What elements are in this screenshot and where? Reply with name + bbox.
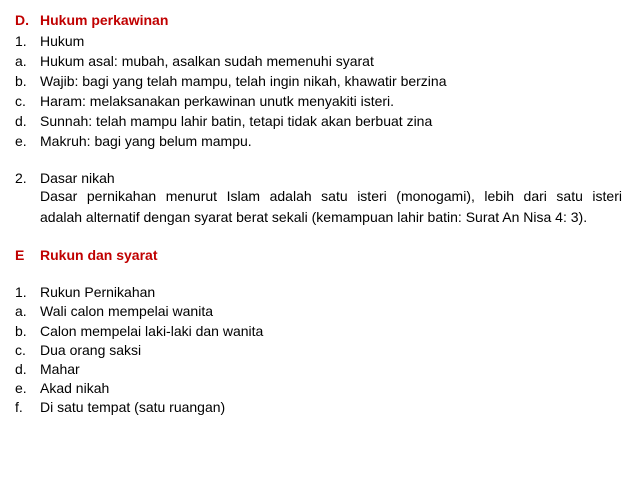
list-marker: 1. <box>15 33 27 49</box>
list-text: Calon mempelai laki-laki dan wanita <box>40 323 264 339</box>
list-text: Di satu tempat (satu ruangan) <box>40 399 226 415</box>
list-marker: 2. <box>15 170 27 186</box>
list-item <box>15 398 225 416</box>
list-marker: c. <box>15 93 26 109</box>
list-text: Sunnah: telah mampu lahir batin, tetapi tidak akan berbuat zina <box>40 113 433 129</box>
list-text: Mahar <box>40 361 80 377</box>
list-marker: d. <box>15 113 27 129</box>
paragraph-line: adalah alternatif dengan syarat berat sekali (kemampuan lahir batin: Surat An Nisa 4: 3). <box>40 209 588 225</box>
list-item <box>15 360 80 378</box>
section-e-heading <box>15 246 157 264</box>
list-item <box>15 322 263 340</box>
section-e-marker: E <box>15 247 25 263</box>
list-item <box>15 32 84 50</box>
list-item <box>15 72 447 90</box>
list-item <box>15 283 155 301</box>
list-marker: c. <box>15 342 26 358</box>
list-item <box>15 92 394 110</box>
list-item <box>15 379 109 397</box>
list-item <box>15 169 115 187</box>
list-item <box>15 52 374 70</box>
section-d-marker: D. <box>15 12 29 28</box>
list-text: Wali calon mempelai wanita <box>40 303 213 319</box>
list-marker: f. <box>15 399 23 415</box>
list-marker: a. <box>15 53 27 69</box>
list-marker: b. <box>15 73 27 89</box>
section-d-heading <box>15 11 168 29</box>
list-marker: d. <box>15 361 27 377</box>
list-marker: e. <box>15 133 27 149</box>
list-item <box>15 341 141 359</box>
list-text: Akad nikah <box>40 380 110 396</box>
list-text: Hukum asal: mubah, asalkan sudah memenuhi syarat <box>40 53 374 69</box>
list-text: Rukun Pernikahan <box>40 284 156 300</box>
list-text: Dua orang saksi <box>40 342 142 358</box>
paragraph-line: Dasar pernikahan menurut Islam adalah satu isteri (monogami), lebih dari satu isteri <box>40 188 622 204</box>
list-text: Dasar nikah <box>40 170 115 186</box>
list-text: Hukum <box>40 33 85 49</box>
list-text: Wajib: bagi yang telah mampu, telah ingin nikah, khawatir berzina <box>40 73 447 89</box>
list-text: Makruh: bagi yang belum mampu. <box>40 133 252 149</box>
list-item <box>15 302 213 320</box>
list-marker: a. <box>15 303 27 319</box>
section-e-title: Rukun dan syarat <box>40 247 158 263</box>
list-text: Haram: melaksanakan perkawinan unutk menyakiti isteri. <box>40 93 395 109</box>
section-d-title: Hukum perkawinan <box>40 12 169 28</box>
list-marker: e. <box>15 380 27 396</box>
list-marker: b. <box>15 323 27 339</box>
list-marker: 1. <box>15 284 27 300</box>
list-item <box>15 112 432 130</box>
list-item <box>15 132 252 150</box>
